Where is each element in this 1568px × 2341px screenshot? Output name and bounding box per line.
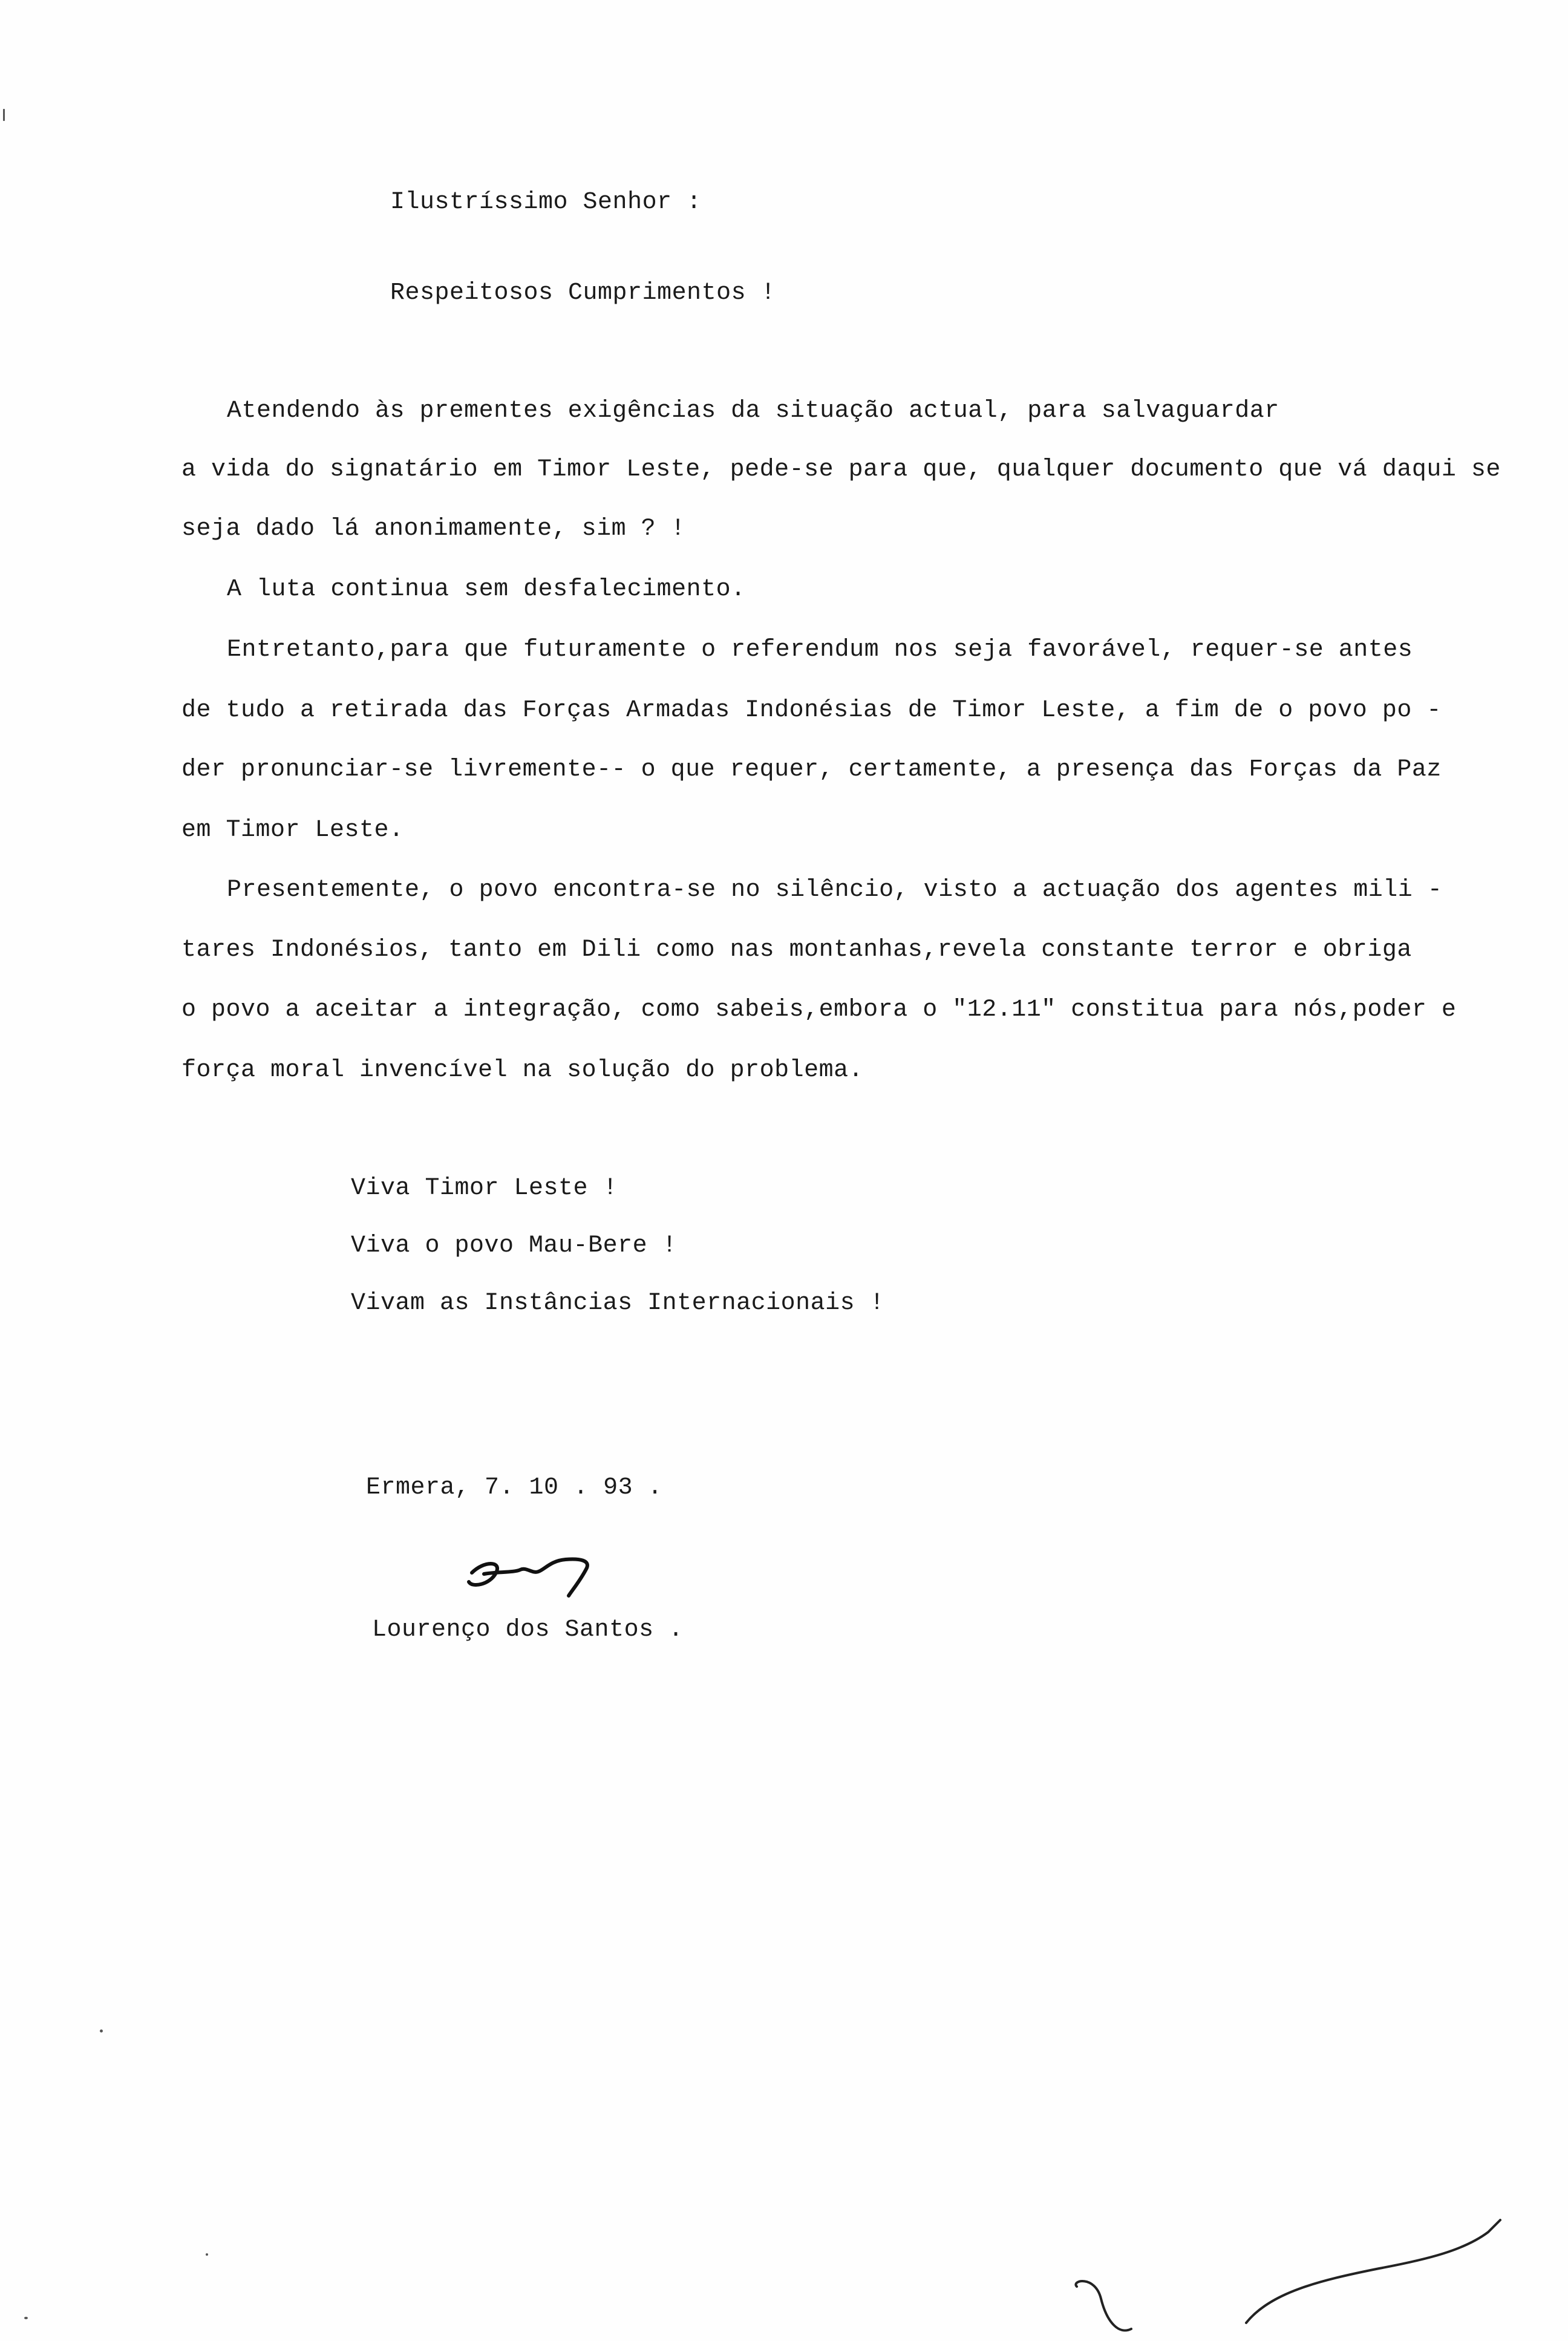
body-line: der pronunciar-se livremente-- o que requer, certamente, a presença das Forças da Paz <box>181 756 1442 783</box>
salutation: Ilustríssimo Senhor : <box>390 189 702 216</box>
closing-line: Viva o povo Mau-Bere ! <box>351 1232 678 1259</box>
scan-speck <box>206 2253 208 2256</box>
body-line: A luta continua sem desfalecimento. <box>227 576 746 603</box>
body-line: o povo a aceitar a integração, como sabeis,embora o "12.11" constitua para nós,poder e <box>181 996 1457 1024</box>
body-line: Entretanto,para que futuramente o referendum nos seja favorável, requer-se antes <box>227 636 1413 664</box>
scan-speck <box>3 109 5 121</box>
body-line: Presentemente, o povo encontra-se no silêncio, visto a actuação dos agentes mili - <box>227 877 1443 904</box>
margin-scribble <box>1065 2214 1512 2341</box>
body-line: em Timor Leste. <box>181 817 404 844</box>
body-line: força moral invencível na solução do problema. <box>181 1057 864 1084</box>
signature-mark <box>460 1536 617 1609</box>
body-line: Atendendo às prementes exigências da situação actual, para salvaguardar <box>227 397 1279 425</box>
scan-speck <box>24 2317 28 2319</box>
signatory-name: Lourenço dos Santos . <box>372 1616 684 1644</box>
body-line: de tudo a retirada das Forças Armadas Indonésias de Timor Leste, a fim de o povo po - <box>181 697 1442 724</box>
scan-speck <box>100 2029 103 2032</box>
place-date: Ermera, 7. 10 . 93 . <box>366 1474 663 1501</box>
closing-line: Viva Timor Leste ! <box>351 1175 618 1202</box>
body-line: seja dado lá anonimamente, sim ? ! <box>181 515 686 543</box>
greeting: Respeitosos Cumprimentos ! <box>390 279 776 307</box>
closing-line: Vivam as Instâncias Internacionais ! <box>351 1290 885 1317</box>
body-line: a vida do signatário em Timor Leste, pede-se para que, qualquer documento que vá daqui se <box>181 456 1501 483</box>
body-line: tares Indonésios, tanto em Dili como nas montanhas,revela constante terror e obriga <box>181 936 1412 964</box>
